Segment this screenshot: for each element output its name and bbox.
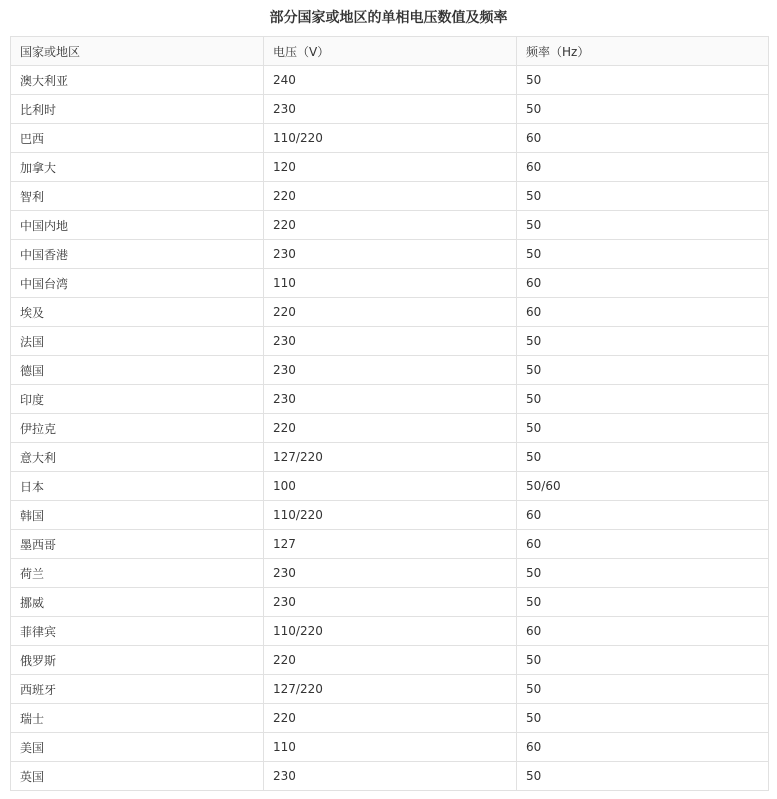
voltage-cell: 230 [264, 356, 517, 385]
voltage-cell: 110/220 [264, 501, 517, 530]
header-frequency: 频率（Hz） [517, 37, 769, 66]
table-header-row [11, 37, 769, 66]
region-cell: 墨西哥 [11, 530, 264, 559]
voltage-cell: 110/220 [264, 124, 517, 153]
frequency-cell: 50 [517, 559, 769, 588]
region-cell: 智利 [11, 182, 264, 211]
voltage-cell: 230 [264, 327, 517, 356]
table-row [11, 675, 769, 704]
frequency-cell: 50 [517, 704, 769, 733]
region-cell: 伊拉克 [11, 414, 264, 443]
table-title: 部分国家或地区的单相电压数值及频率 [269, 10, 508, 26]
voltage-cell: 230 [264, 385, 517, 414]
voltage-cell: 127/220 [264, 675, 517, 704]
frequency-cell: 50 [517, 211, 769, 240]
region-cell: 菲律宾 [11, 617, 264, 646]
voltage-cell: 220 [264, 182, 517, 211]
table-row [11, 443, 769, 472]
voltage-cell: 110 [264, 269, 517, 298]
region-cell: 日本 [11, 472, 264, 501]
region-cell: 巴西 [11, 124, 264, 153]
table-row [11, 704, 769, 733]
table-row [11, 617, 769, 646]
voltage-cell: 220 [264, 646, 517, 675]
table-row [11, 385, 769, 414]
voltage-cell: 120 [264, 153, 517, 182]
frequency-cell: 50 [517, 356, 769, 385]
table-row [11, 762, 769, 791]
table-row [11, 559, 769, 588]
header-voltage: 电压（V） [264, 37, 517, 66]
frequency-cell: 60 [517, 617, 769, 646]
table-row [11, 472, 769, 501]
voltage-cell: 230 [264, 588, 517, 617]
frequency-cell: 50 [517, 762, 769, 791]
table-row [11, 530, 769, 559]
frequency-cell: 60 [517, 733, 769, 762]
voltage-cell: 230 [264, 95, 517, 124]
frequency-cell: 50 [517, 646, 769, 675]
region-cell: 挪威 [11, 588, 264, 617]
table-row [11, 588, 769, 617]
frequency-cell: 50 [517, 66, 769, 95]
region-cell: 澳大利亚 [11, 66, 264, 95]
voltage-cell: 230 [264, 240, 517, 269]
frequency-cell: 50 [517, 414, 769, 443]
frequency-cell: 50 [517, 327, 769, 356]
voltage-cell: 230 [264, 762, 517, 791]
frequency-cell: 60 [517, 501, 769, 530]
frequency-cell: 50 [517, 675, 769, 704]
region-cell: 俄罗斯 [11, 646, 264, 675]
region-cell: 加拿大 [11, 153, 264, 182]
region-cell: 英国 [11, 762, 264, 791]
voltage-cell: 220 [264, 704, 517, 733]
table-row [11, 646, 769, 675]
table-row [11, 182, 769, 211]
region-cell: 印度 [11, 385, 264, 414]
table-row [11, 124, 769, 153]
table-row [11, 733, 769, 762]
table-row [11, 240, 769, 269]
table-row [11, 356, 769, 385]
region-cell: 中国内地 [11, 211, 264, 240]
region-cell: 意大利 [11, 443, 264, 472]
frequency-cell: 50 [517, 443, 769, 472]
region-cell: 埃及 [11, 298, 264, 327]
region-cell: 法国 [11, 327, 264, 356]
frequency-cell: 60 [517, 298, 769, 327]
region-cell: 瑞士 [11, 704, 264, 733]
table-row [11, 153, 769, 182]
frequency-cell: 50/60 [517, 472, 769, 501]
frequency-cell: 50 [517, 182, 769, 211]
voltage-cell: 230 [264, 559, 517, 588]
voltage-cell: 110/220 [264, 617, 517, 646]
table-row [11, 327, 769, 356]
frequency-cell: 50 [517, 95, 769, 124]
voltage-frequency-table [10, 36, 769, 791]
frequency-cell: 60 [517, 530, 769, 559]
table-row [11, 66, 769, 95]
table-row [11, 501, 769, 530]
frequency-cell: 60 [517, 153, 769, 182]
voltage-cell: 220 [264, 298, 517, 327]
table-row [11, 95, 769, 124]
region-cell: 中国台湾 [11, 269, 264, 298]
region-cell: 美国 [11, 733, 264, 762]
frequency-cell: 50 [517, 385, 769, 414]
frequency-cell: 60 [517, 124, 769, 153]
region-cell: 中国香港 [11, 240, 264, 269]
voltage-cell: 240 [264, 66, 517, 95]
voltage-cell: 127/220 [264, 443, 517, 472]
region-cell: 比利时 [11, 95, 264, 124]
table-row [11, 211, 769, 240]
voltage-cell: 100 [264, 472, 517, 501]
table-row [11, 298, 769, 327]
table-row [11, 414, 769, 443]
frequency-cell: 50 [517, 240, 769, 269]
header-region: 国家或地区 [11, 37, 264, 66]
voltage-cell: 127 [264, 530, 517, 559]
region-cell: 荷兰 [11, 559, 264, 588]
voltage-cell: 220 [264, 211, 517, 240]
region-cell: 韩国 [11, 501, 264, 530]
frequency-cell: 50 [517, 588, 769, 617]
region-cell: 德国 [11, 356, 264, 385]
frequency-cell: 60 [517, 269, 769, 298]
voltage-cell: 220 [264, 414, 517, 443]
region-cell: 西班牙 [11, 675, 264, 704]
table-row [11, 269, 769, 298]
voltage-cell: 110 [264, 733, 517, 762]
